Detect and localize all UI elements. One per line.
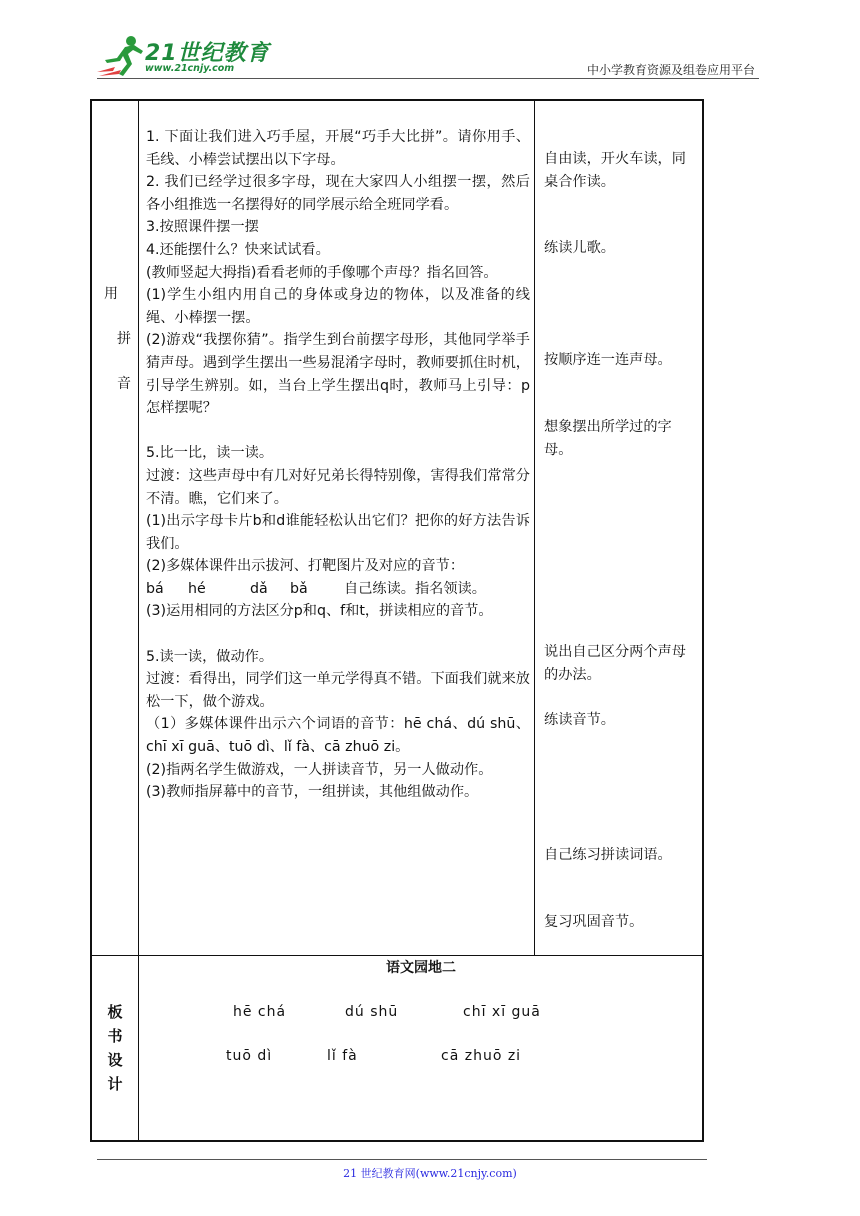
- table-divider-left: [138, 100, 139, 1141]
- row-label-char: 用: [104, 286, 118, 302]
- label-char: 板: [107, 1003, 123, 1021]
- board-word: dú shū: [345, 1004, 399, 1020]
- pinyin-syllable: bá: [146, 580, 164, 597]
- step-text: (2)多媒体课件出示拔河、打靶图片及对应的音节：: [146, 558, 465, 575]
- student-activity: [544, 416, 700, 461]
- step-text: (3)教师指屏幕中的音节，一组拼读，其他组做动作。: [146, 784, 479, 801]
- pinyin-syllable: hé: [188, 580, 206, 597]
- activity-text: 自由读，开火车读，同桌合作读。: [544, 151, 686, 190]
- board-design-label: [91, 1000, 139, 1096]
- label-char: 设: [107, 1051, 123, 1069]
- board-word: lǐ fà: [327, 1048, 358, 1064]
- logo-text: 21世纪教育: [145, 41, 270, 66]
- step-text: 2. 我们已经学过很多字母，现在大家四人小组摆一摆，然后各小组推选一名摆得好的同学展示给全班同学看。: [146, 174, 530, 213]
- pinyin-syllable: bǎ: [290, 580, 308, 597]
- step-text: 5.读一读，做动作。: [146, 648, 274, 665]
- step-text: 过渡：看得出，同学们这一单元学得真不错。下面我们就来放松一下，做个游戏。: [146, 671, 530, 710]
- step-text: 4.还能摆什么？快来试试看。: [146, 241, 330, 258]
- student-activity: [544, 148, 700, 193]
- row-label-char: 拼: [117, 331, 131, 347]
- activity-text: 复习巩固音节。: [544, 914, 644, 930]
- activity-text: 说出自己区分两个声母的办法。: [544, 644, 686, 683]
- student-activity: [544, 709, 700, 732]
- step-text: 1. 下面让我们进入巧手屋，开展“巧手大比拼”。请你用手、毛线、小棒尝试摆出以下字母。: [146, 129, 530, 168]
- step-text: (2)指两名学生做游戏，一人拼读音节，另一人做动作。: [146, 761, 493, 778]
- table-row-divider: [91, 955, 703, 956]
- step-text: 3.按照课件摆一摆: [146, 219, 259, 236]
- activity-text: 想象摆出所学过的字母。: [544, 419, 672, 458]
- step-text: 过渡：这些声母中有几对好兄弟长得特别像，害得我们常常分不清。瞧，它们来了。: [146, 467, 530, 507]
- board-word: tuō dì: [226, 1048, 273, 1064]
- spacer: [146, 623, 530, 646]
- board-word: hē chá: [233, 1004, 287, 1020]
- pinyin-note: 自己练读。指名领读。: [344, 580, 486, 597]
- activity-text: 练读儿歌。: [544, 240, 615, 256]
- step-text: (1)学生小组内用自己的身体或身边的物体，以及准备的线绳、小棒摆一摆。: [146, 287, 530, 326]
- student-activity: [544, 237, 700, 260]
- step-text: 5.比一比，读一读。: [146, 445, 274, 462]
- board-word: cā zhuō zi: [441, 1048, 522, 1064]
- row-label-char: 音: [117, 376, 131, 392]
- student-activity: [544, 349, 700, 372]
- step-text: (教师竖起大拇指)看看老师的手像哪个声母？指名回答。: [146, 264, 498, 281]
- pinyin-line: [146, 578, 530, 601]
- label-char: 书: [107, 1027, 123, 1045]
- board-word: chī xī guā: [463, 1004, 541, 1020]
- board-title: 语文园地二: [386, 960, 456, 976]
- header-divider: [97, 78, 759, 79]
- footer-link[interactable]: 21 世纪教育网(www.21cnjy.com): [343, 1167, 517, 1180]
- footer-divider: [97, 1159, 707, 1160]
- activity-text: 练读音节。: [544, 712, 615, 728]
- student-activity: [544, 641, 700, 686]
- step-text: （1）多媒体课件出示六个词语的音节：hē chá、dú shū、chī xī guā、tuō dì、lǐ fà、cā zhuō zi。: [146, 716, 530, 756]
- logo-url: www.21cnjy.com: [145, 63, 235, 74]
- step-text: (2)游戏“我摆你猜”。指学生到台前摆字母形，其他同学举手猜声母。遇到学生摆出一些易混淆字母时，教师要抓住时机，引导学生辨别。如，当台上学生摆出q时，教师马上引导：p怎样摆呢？: [146, 332, 530, 417]
- platform-name: 中小学教育资源及组卷应用平台: [586, 63, 755, 77]
- runner-logo-icon: [95, 34, 147, 78]
- student-activity: [544, 844, 700, 867]
- label-char: 计: [107, 1075, 123, 1093]
- spacer: [146, 420, 530, 443]
- table-divider-right: [534, 100, 535, 955]
- lesson-steps: [146, 126, 530, 804]
- step-text: (3)运用相同的方法区分p和q、f和t，拼读相应的音节。: [146, 603, 493, 620]
- activity-text: 按顺序连一连声母。: [544, 352, 672, 368]
- logo: [95, 34, 275, 80]
- student-activity: [544, 911, 700, 934]
- step-text: (1)出示字母卡片b和d谁能轻松认出它们？把你的好方法告诉我们。: [146, 513, 530, 552]
- page-header: [0, 0, 860, 90]
- activity-text: 自己练习拼读词语。: [544, 847, 672, 863]
- pinyin-syllable: dǎ: [250, 580, 268, 597]
